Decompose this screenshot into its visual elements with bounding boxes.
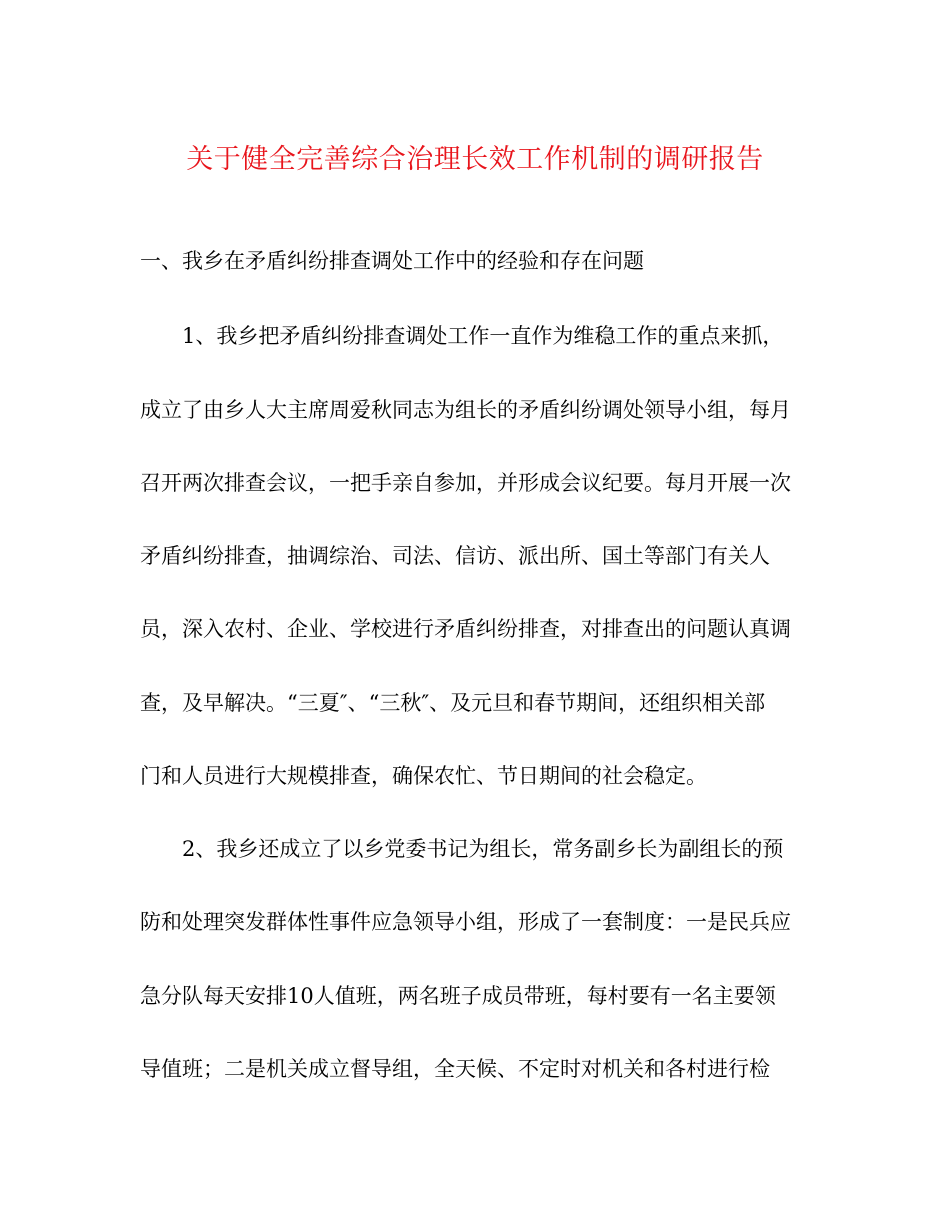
section-heading: 一、我乡在矛盾纠纷排查调处工作中的经验和存在问题 [140,249,644,273]
paragraph-2-line-3: 急分队每天安排10人值班，两名班子成员带班，每村要有一名主要领 [140,984,776,1008]
paragraph-1-line-4: 矛盾纠纷排查，抽调综治、司法、信访、派出所、国土等部门有关人 [140,544,770,568]
paragraph-2-line-2: 防和处理突发群体性事件应急领导小组，形成了一套制度：一是民兵应 [140,910,791,934]
document-title: 关于健全完善综合治理长效工作机制的调研报告 [186,144,764,175]
paragraph-2-line-4: 导值班；二是机关成立督导组，全天候、不定时对机关和各村进行检 [140,1057,770,1081]
paragraph-1-line-5: 员，深入农村、企业、学校进行矛盾纠纷排查，对排查出的问题认真调 [140,617,791,641]
paragraph-1-line-6: 查，及早解决。“三夏″、“三秋″、及元旦和春节期间，还组织相关部 [140,691,766,715]
paragraph-1-line-7: 门和人员进行大规模排查，确保农忙、节日期间的社会稳定。 [140,764,707,788]
paragraph-1-line-3: 召开两次排查会议，一把手亲自参加，并形成会议纪要。每月开展一次 [140,471,791,495]
paragraph-2-line-1: 2、我乡还成立了以乡党委书记为组长，常务副乡长为副组长的预 [182,837,784,861]
paragraph-1-line-2: 成立了由乡人大主席周爱秋同志为组长的矛盾纠纷调处领导小组，每月 [140,398,791,422]
paragraph-1-line-1: 1、我乡把矛盾纠纷排查调处工作一直作为维稳工作的重点来抓， [182,324,784,348]
